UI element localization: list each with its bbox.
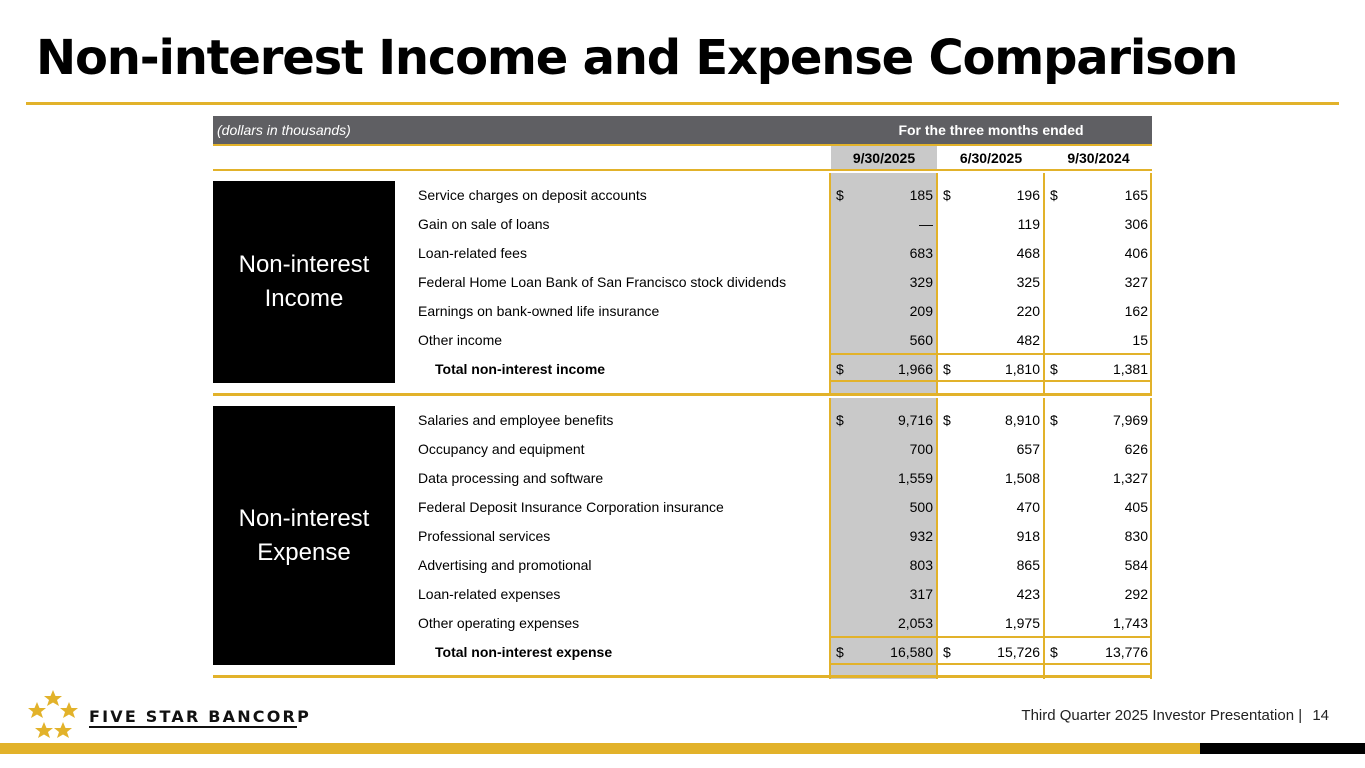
income-total-cell xyxy=(1045,359,1152,379)
table-row-label: Occupancy and equipment xyxy=(418,441,585,457)
table-cell xyxy=(938,272,1044,292)
logo-underline xyxy=(89,726,297,728)
cell-value: 1,966 xyxy=(897,361,933,377)
table-header-bar xyxy=(213,116,1152,144)
cell-value: 865 xyxy=(1016,557,1040,573)
table-cell xyxy=(938,497,1044,517)
cell-value: 220 xyxy=(1016,303,1040,319)
table-cell xyxy=(938,410,1044,430)
cell-value: 292 xyxy=(1124,586,1148,602)
income-total-cell xyxy=(831,359,937,379)
cell-value: 185 xyxy=(909,187,933,203)
cell-value: 306 xyxy=(1124,216,1148,232)
currency-symbol: $ xyxy=(836,644,844,660)
table-cell xyxy=(831,497,937,517)
expense-section-label xyxy=(213,406,395,665)
table-cell xyxy=(1045,468,1152,488)
cell-value: 162 xyxy=(1124,303,1148,319)
currency-symbol: $ xyxy=(943,187,951,203)
cell-value: 482 xyxy=(1016,332,1040,348)
expense-section-label-line2: Expense xyxy=(257,538,351,566)
table-row-label: Salaries and employee benefits xyxy=(418,412,614,428)
table-row-label: Federal Home Loan Bank of San Francisco stock dividends xyxy=(418,274,787,290)
table-cell xyxy=(1045,243,1152,263)
cell-value: 196 xyxy=(1016,187,1040,203)
table-cell xyxy=(938,243,1044,263)
cell-value: 165 xyxy=(1124,187,1148,203)
column-header-rule xyxy=(213,169,1152,171)
table-row-label: Loan-related fees xyxy=(418,245,527,261)
table-row-label: Professional services xyxy=(418,528,551,544)
expense-total-label: Total non-interest expense xyxy=(435,644,613,660)
table-row-label: Other operating expenses xyxy=(418,615,580,631)
table-cell xyxy=(831,272,937,292)
cell-value: 13,776 xyxy=(1105,644,1148,660)
cell-value: 1,810 xyxy=(1004,361,1040,377)
table-cell xyxy=(831,214,937,234)
currency-symbol: $ xyxy=(1050,644,1058,660)
table-row-label: Federal Deposit Insurance Corporation insurance xyxy=(418,499,724,515)
income-section-label-line2: Income xyxy=(264,285,344,312)
page-title: Non-interest Income and Expense Comparison xyxy=(36,30,1238,86)
cell-value: 700 xyxy=(909,441,933,457)
cell-value: 803 xyxy=(909,557,933,573)
cell-value: 1,559 xyxy=(897,470,933,486)
cell-value: 209 xyxy=(909,303,933,319)
income-total-cell xyxy=(938,359,1044,379)
footer-dark-bar xyxy=(1200,743,1365,754)
cell-value: 918 xyxy=(1016,528,1040,544)
table-cell xyxy=(938,584,1044,604)
currency-symbol: $ xyxy=(836,361,844,377)
table-cell xyxy=(831,185,937,205)
table-cell xyxy=(938,526,1044,546)
cell-value: 329 xyxy=(909,274,933,290)
column-header-1: 9/30/2025 xyxy=(852,150,916,166)
table-row-label: Service charges on deposit accounts xyxy=(418,187,647,203)
footer-caption xyxy=(1021,707,1329,724)
cell-value: 15 xyxy=(1132,332,1148,348)
cell-value: 830 xyxy=(1124,528,1148,544)
currency-symbol: $ xyxy=(943,361,951,377)
table-cell xyxy=(1045,330,1152,350)
table-row-label: Data processing and software xyxy=(418,470,604,486)
table-cell xyxy=(1045,301,1152,321)
table-cell xyxy=(938,214,1044,234)
currency-symbol: $ xyxy=(1050,187,1058,203)
cell-value: 317 xyxy=(909,586,933,602)
income-total-bottom-rule xyxy=(831,380,1152,382)
cell-value: 1,508 xyxy=(1004,470,1040,486)
header-rule xyxy=(213,144,1152,146)
table-row-label: Advertising and promotional xyxy=(418,557,592,573)
table-cell xyxy=(831,410,937,430)
cell-value: 325 xyxy=(1016,274,1040,290)
table-cell xyxy=(1045,439,1152,459)
cell-value: 560 xyxy=(909,332,933,348)
units-label: (dollars in thousands) xyxy=(217,122,351,138)
expense-total-cell xyxy=(938,642,1044,662)
table-bottom-rule xyxy=(213,675,1152,678)
expense-total-bottom-rule xyxy=(831,663,1152,665)
table-cell xyxy=(938,555,1044,575)
table-cell xyxy=(831,526,937,546)
currency-symbol: $ xyxy=(1050,361,1058,377)
table-cell xyxy=(1045,214,1152,234)
cell-value: 405 xyxy=(1124,499,1148,515)
table-cell xyxy=(1045,584,1152,604)
table-cell xyxy=(1045,613,1152,633)
cell-value: 16,580 xyxy=(890,644,933,660)
star-icon xyxy=(54,722,72,738)
cell-value: 406 xyxy=(1124,245,1148,261)
income-section-label-line1: Non-interest xyxy=(238,251,370,278)
expense-section-label-line1: Non-interest xyxy=(238,504,370,532)
currency-symbol: $ xyxy=(943,644,951,660)
income-section-label xyxy=(213,181,395,383)
table-cell xyxy=(1045,185,1152,205)
income-total-label: Total non-interest income xyxy=(435,361,606,377)
star-icon xyxy=(44,690,62,706)
table-cell xyxy=(938,468,1044,488)
cell-value: — xyxy=(919,216,933,232)
star-icon xyxy=(60,702,78,718)
table-cell xyxy=(1045,272,1152,292)
expense-total-top-rule xyxy=(831,636,1152,638)
presentation-title: Third Quarter 2025 Investor Presentation | xyxy=(1021,707,1303,724)
table-cell xyxy=(831,439,937,459)
cell-value: 327 xyxy=(1124,274,1148,290)
cell-value: 1,743 xyxy=(1112,615,1148,631)
table-cell xyxy=(831,301,937,321)
cell-value: 626 xyxy=(1124,441,1148,457)
cell-value: 468 xyxy=(1016,245,1040,261)
cell-value: 500 xyxy=(909,499,933,515)
table-cell xyxy=(1045,526,1152,546)
table-cell xyxy=(831,468,937,488)
cell-value: 683 xyxy=(909,245,933,261)
star-icon xyxy=(35,722,53,738)
cell-value: 2,053 xyxy=(897,615,933,631)
table-row-label: Earnings on bank-owned life insurance xyxy=(418,303,660,319)
title-underline xyxy=(26,102,1339,105)
income-total-top-rule xyxy=(831,353,1152,355)
page-number: 14 xyxy=(1312,707,1329,724)
currency-symbol: $ xyxy=(943,412,951,428)
table-row-label: Loan-related expenses xyxy=(418,586,561,602)
cell-value: 15,726 xyxy=(997,644,1040,660)
cell-value: 9,716 xyxy=(897,412,933,428)
cell-value: 423 xyxy=(1016,586,1040,602)
cell-value: 470 xyxy=(1016,499,1040,515)
expense-total-cell xyxy=(831,642,937,662)
star-icon xyxy=(28,702,46,718)
cell-value: 8,910 xyxy=(1004,412,1040,428)
cell-value: 119 xyxy=(1017,216,1040,232)
footer-gold-bar xyxy=(0,743,1200,754)
table-cell xyxy=(938,185,1044,205)
table-cell xyxy=(1045,497,1152,517)
table-cell xyxy=(938,613,1044,633)
column-header-2: 6/30/2025 xyxy=(959,150,1023,166)
cell-value: 932 xyxy=(909,528,933,544)
table-cell xyxy=(1045,555,1152,575)
cell-value: 1,327 xyxy=(1112,470,1148,486)
column-header-3: 9/30/2024 xyxy=(1067,150,1130,166)
table-cell xyxy=(938,439,1044,459)
table-cell xyxy=(831,555,937,575)
table-cell xyxy=(831,330,937,350)
logo-wordmark: FIVE STAR BANCORP xyxy=(89,707,311,726)
currency-symbol: $ xyxy=(1050,412,1058,428)
table-row-label: Gain on sale of loans xyxy=(418,216,550,232)
cell-value: 1,975 xyxy=(1004,615,1040,631)
table-cell xyxy=(831,613,937,633)
expense-total-cell xyxy=(1045,642,1152,662)
period-label: For the three months ended xyxy=(898,122,1084,138)
section-divider xyxy=(213,393,1152,396)
cell-value: 7,969 xyxy=(1112,412,1148,428)
table-cell xyxy=(938,301,1044,321)
table-cell xyxy=(1045,410,1152,430)
cell-value: 584 xyxy=(1124,557,1148,573)
cell-value: 1,381 xyxy=(1112,361,1148,377)
table-cell xyxy=(831,584,937,604)
currency-symbol: $ xyxy=(836,412,844,428)
table-row-label: Other income xyxy=(418,332,503,348)
table-cell xyxy=(831,243,937,263)
table-cell xyxy=(938,330,1044,350)
cell-value: 657 xyxy=(1016,441,1040,457)
currency-symbol: $ xyxy=(836,187,844,203)
